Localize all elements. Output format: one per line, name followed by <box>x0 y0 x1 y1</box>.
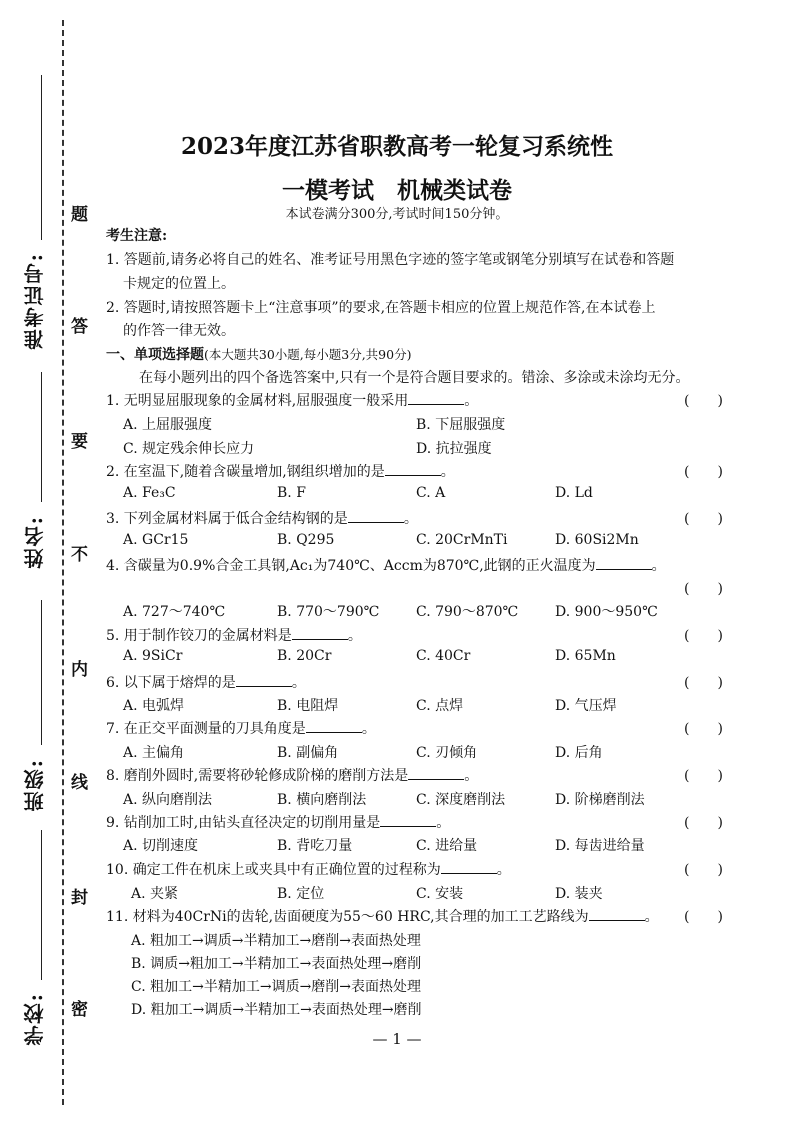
option: A. 夹紧 <box>131 886 179 902</box>
answer-parentheses: ( ) <box>684 909 723 925</box>
question-end: 。 <box>436 815 451 831</box>
question-end: 。 <box>361 721 376 737</box>
option: A. 粗加工→调质→半精加工→磨削→表面热处理 <box>131 933 421 949</box>
option: A. 切削速度 <box>123 838 199 854</box>
option: B. 770～790℃ <box>277 604 380 620</box>
option: B. 调质→粗加工→半精加工→表面热处理→磨削 <box>131 956 422 972</box>
option: B. 定位 <box>277 886 325 902</box>
question-text: 3. 下列金属材料属于低合金结构钢的是 <box>106 511 348 527</box>
option: C. 刃倾角 <box>416 745 478 761</box>
answer-parentheses: ( ) <box>684 393 723 409</box>
seal-char: 内 <box>71 660 88 680</box>
question-text: 7. 在正交平面测量的刀具角度是 <box>106 721 306 737</box>
question-text: 5. 用于制作铰刀的金属材料是 <box>106 628 292 644</box>
option: D. 每齿进给量 <box>555 838 645 854</box>
question-stem <box>106 906 659 926</box>
option: A. Fe₃C <box>123 485 176 501</box>
option: C. 点焊 <box>416 698 464 714</box>
section-heading-title: 一、单项选择题 <box>106 347 204 363</box>
option: D. 60Si2Mn <box>555 532 639 548</box>
option: C. A <box>416 485 446 501</box>
option: B. F <box>277 485 306 501</box>
question-text: 1. 无明显屈服现象的金属材料,屈服强度一般采用 <box>106 393 409 409</box>
option: A. 主偏角 <box>123 745 185 761</box>
question-stem <box>106 461 455 481</box>
option: C. 粗加工→半精加工→调质→磨削→表面热处理 <box>131 979 422 995</box>
page-number: — 1 — <box>372 1030 422 1048</box>
option: D. 装夹 <box>555 886 603 902</box>
question-end: 。 <box>291 675 306 691</box>
option: C. 规定残余伸长应力 <box>123 441 255 457</box>
question-end: 。 <box>464 393 479 409</box>
seal-char: 封 <box>71 888 88 908</box>
answer-blank <box>306 731 362 733</box>
school-label: 学校: <box>23 992 47 1046</box>
option: A. 727～740℃ <box>123 604 226 620</box>
option: D. 阶梯磨削法 <box>555 792 645 808</box>
option: D. 气压焊 <box>555 698 617 714</box>
option: D. 抗拉强度 <box>416 441 492 457</box>
question-text: 9. 钻削加工时,由钻头直径决定的切削用量是 <box>106 815 381 831</box>
answer-blank <box>236 685 292 687</box>
question-stem <box>106 672 306 692</box>
question-text: 10. 确定工件在机床上或夹具中有正确位置的过程称为 <box>106 862 441 878</box>
question-end: 。 <box>347 628 362 644</box>
exam-subtitle: 本试卷满分300分,考试时间150分钟。 <box>285 207 509 222</box>
question-end: 。 <box>496 862 511 878</box>
id-number-label: 准考证号: <box>23 252 47 350</box>
class-label: 班级: <box>23 758 47 812</box>
question-text: 6. 以下属于熔焊的是 <box>106 675 236 691</box>
option: C. 安装 <box>416 886 464 902</box>
seal-char: 不 <box>71 545 88 565</box>
question-stem <box>106 765 478 785</box>
answer-blank <box>596 568 652 570</box>
question-stem <box>106 718 376 738</box>
answer-parentheses: ( ) <box>684 815 723 831</box>
section-heading-note: (本大题共30小题,每小题3分,共90分) <box>204 347 412 362</box>
section-instruction: 在每小题列出的四个备选答案中,只有一个是符合题目要求的。错涂、多涂或未涂均无分。 <box>139 370 690 386</box>
option: D. 900～950℃ <box>555 604 658 620</box>
question-text: 11. 材料为40CrNi的齿轮,齿面硬度为55～60 HRC,其合理的加工工艺路线为 <box>106 909 589 925</box>
answer-blank <box>441 872 497 874</box>
option: C. 进给量 <box>416 838 478 854</box>
option: B. 下屈服强度 <box>416 417 506 433</box>
option: B. 横向磨削法 <box>277 792 367 808</box>
seal-char: 密 <box>71 1000 88 1020</box>
answer-blank <box>348 521 404 523</box>
answer-blank <box>408 778 464 780</box>
option: C. 深度磨削法 <box>416 792 506 808</box>
option: B. 20Cr <box>277 648 332 664</box>
option: C. 40Cr <box>416 648 471 664</box>
seal-char: 线 <box>71 773 88 793</box>
option: C. 790～870℃ <box>416 604 519 620</box>
option: A. 9SiCr <box>123 648 183 664</box>
question-stem <box>106 625 362 645</box>
answer-parentheses: ( ) <box>684 721 723 737</box>
question-end: 。 <box>464 768 479 784</box>
question-stem <box>106 508 418 528</box>
notice-line: 1. 答题前,请务必将自己的姓名、准考证号用黑色字迹的签字笔或钢笔分别填写在试卷和答题 <box>106 252 675 268</box>
notice-line: 2. 答题时,请按照答题卡上“注意事项”的要求,在答题卡相应的位置上规范作答,在本试卷上 <box>106 300 656 316</box>
option: B. 电阻焊 <box>277 698 339 714</box>
class-write-line <box>41 600 42 745</box>
option: A. GCr15 <box>123 532 189 548</box>
question-end: 。 <box>644 909 659 925</box>
seal-char: 答 <box>71 317 88 337</box>
question-stem <box>106 555 666 575</box>
answer-parentheses: ( ) <box>684 464 723 480</box>
option: A. 纵向磨削法 <box>123 792 213 808</box>
option: B. Q295 <box>277 532 335 548</box>
name-write-line <box>41 372 42 502</box>
option: C. 20CrMnTi <box>416 532 508 548</box>
answer-parentheses: ( ) <box>684 768 723 784</box>
question-stem <box>106 812 450 832</box>
question-end: 。 <box>403 511 418 527</box>
answer-blank <box>385 474 441 476</box>
question-end: 。 <box>440 464 455 480</box>
question-end: 。 <box>651 558 666 574</box>
question-text: 4. 含碳量为0.9%合金工具钢,Ac₁为740℃、Accm为870℃,此钢的正火温度为 <box>106 558 596 574</box>
question-stem <box>106 859 511 879</box>
option: B. 副偏角 <box>277 745 339 761</box>
option: D. 粗加工→调质→半精加工→表面热处理→磨削 <box>131 1002 422 1018</box>
notice-title: 考生注意: <box>106 228 168 244</box>
answer-blank <box>589 919 645 921</box>
option: A. 上屈服强度 <box>123 417 213 433</box>
question-text: 2. 在室温下,随着含碳量增加,钢组织增加的是 <box>106 464 385 480</box>
question-text: 8. 磨削外圆时,需要将砂轮修成阶梯的磨削方法是 <box>106 768 409 784</box>
answer-blank <box>408 403 464 405</box>
answer-parentheses: ( ) <box>684 511 723 527</box>
answer-blank <box>292 638 348 640</box>
answer-blank <box>380 825 436 827</box>
option: A. 电弧焊 <box>123 698 185 714</box>
section-heading <box>106 344 411 364</box>
seal-char: 题 <box>71 205 88 225</box>
exam-title-line1: 2023年度江苏省职教高考一轮复习系统性 <box>180 133 613 160</box>
option: D. 65Mn <box>555 648 616 664</box>
school-write-line <box>41 830 42 980</box>
notice-line: 卡规定的位置上。 <box>123 276 235 292</box>
seal-char: 要 <box>71 432 88 452</box>
option: B. 背吃刀量 <box>277 838 353 854</box>
option: D. Ld <box>555 485 593 501</box>
option: D. 后角 <box>555 745 603 761</box>
name-label: 姓名: <box>23 515 47 569</box>
question-stem <box>106 390 478 410</box>
exam-title-line2: 一模考试 机械类试卷 <box>282 177 512 204</box>
notice-line: 的作答一律无效。 <box>123 323 235 339</box>
answer-parentheses: ( ) <box>684 675 723 691</box>
answer-parentheses: ( ) <box>684 862 723 878</box>
answer-parentheses: ( ) <box>684 581 723 597</box>
answer-parentheses: ( ) <box>684 628 723 644</box>
